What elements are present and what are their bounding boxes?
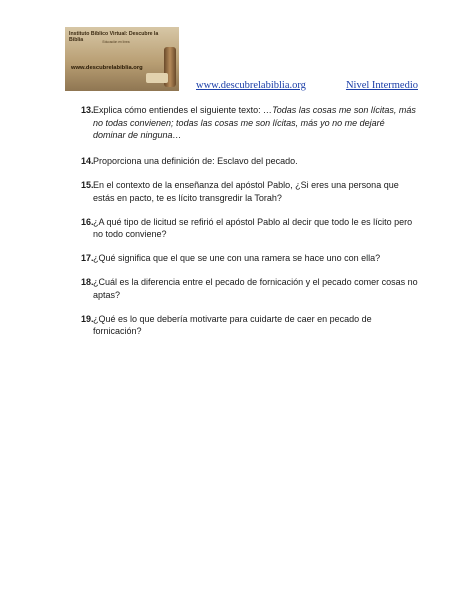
question-prompt: En el contexto de la enseñanza del apóstol Pablo, ¿Si eres una persona que estás en pacto, te es lícito transgredir la Torah? <box>93 180 399 203</box>
banner-url: www.descubrelabiblia.org <box>71 65 143 71</box>
question-prompt: ¿Cuál es la diferencia entre el pecado de fornicación y el pecado comer cosas no aptas? <box>93 277 418 300</box>
quoted-verse: …Todas las cosas me son lícitas, más no todas convienen; todas las cosas me son lícitas, más yo no me dejaré dominar de ninguna… <box>93 105 416 140</box>
question-item <box>81 276 418 301</box>
question-item <box>81 216 418 241</box>
scroll-illustration-icon <box>164 47 176 87</box>
question-text <box>93 252 418 265</box>
level-link[interactable]: Nivel Intermedio <box>345 80 418 91</box>
question-prompt: Proporciona una definición de: Esclavo del pecado. <box>93 156 298 166</box>
question-number: 18. <box>81 277 94 287</box>
site-banner-logo <box>65 27 179 91</box>
question-text <box>93 216 418 241</box>
question-text <box>93 179 418 204</box>
question-number: 17. <box>81 253 94 263</box>
banner-title: Instituto Bíblico Virtual: Descubre la Biblia <box>69 31 159 43</box>
question-prompt: ¿Qué es lo que debería motivarte para cuidarte de caer en pecado de fornicación? <box>93 313 372 336</box>
banner-tagline: Educación en línea <box>102 40 130 44</box>
question-prompt: ¿A qué tipo de licitud se refirió el apóstol Pablo al decir que todo le es lícito pero no todo conviene? <box>93 216 413 239</box>
question-item <box>81 179 418 204</box>
question-item <box>81 155 418 168</box>
question-item <box>81 104 418 142</box>
question-prompt: ¿Qué significa que el que se une con una ramera se hace uno con ella? <box>93 253 381 263</box>
question-number: 16. <box>81 216 94 227</box>
site-link[interactable]: www.descubrelabiblia.org <box>196 80 306 91</box>
question-number: 19. <box>81 313 94 324</box>
question-text <box>93 155 418 168</box>
question-item <box>81 252 418 265</box>
question-text <box>93 313 418 338</box>
question-prompt: Explica cómo entiendes el siguiente texto: <box>93 105 264 115</box>
question-item <box>81 313 418 338</box>
question-text <box>93 104 418 142</box>
question-list <box>81 104 418 338</box>
question-number: 14. <box>81 156 94 166</box>
question-text <box>93 276 418 301</box>
question-number: 15. <box>81 180 94 190</box>
question-number: 13. <box>81 105 94 115</box>
